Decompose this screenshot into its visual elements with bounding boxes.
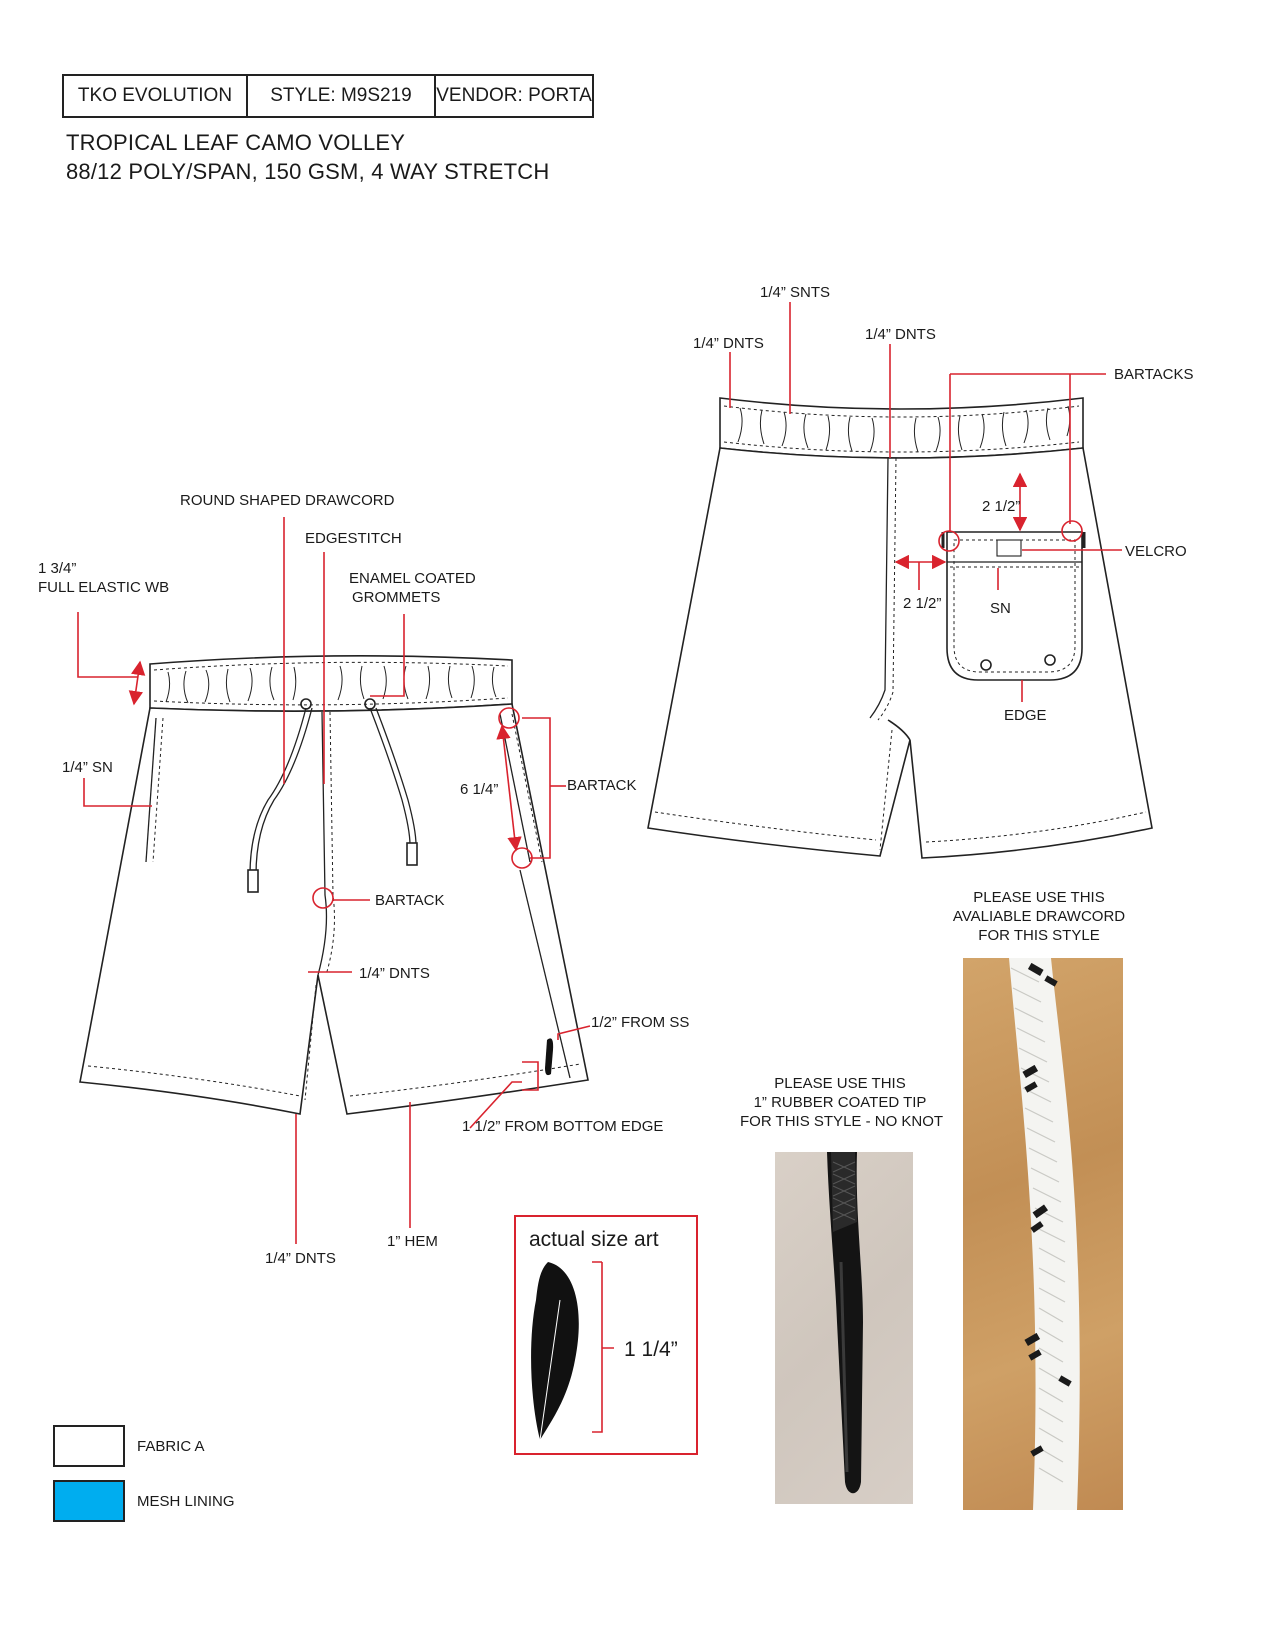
- label-from-bottom: 1 1/2” FROM BOTTOM EDGE: [462, 1118, 664, 1135]
- art-heading: actual size art: [529, 1228, 659, 1251]
- note-tip-1: PLEASE USE THIS: [774, 1075, 906, 1092]
- label-wb-1: 1 3/4”: [38, 560, 77, 577]
- label-sn: 1/4” SN: [62, 759, 113, 776]
- legend-swatch-fabric-a: [53, 1425, 125, 1467]
- label-snts: 1/4” SNTS: [760, 284, 831, 301]
- label-vert-dim: 2 1/2”: [982, 498, 1021, 515]
- note-drawcord-3: FOR THIS STYLE: [978, 927, 1100, 944]
- label-hem: 1” HEM: [387, 1233, 438, 1250]
- note-tip-3: FOR THIS STYLE - NO KNOT: [740, 1113, 944, 1130]
- label-bartack-fly: BARTACK: [375, 892, 445, 909]
- label-bartacks: BARTACKS: [1114, 366, 1194, 383]
- legend-label-fabric-a: FABRIC A: [137, 1438, 205, 1455]
- label-dnts-fly: 1/4” DNTS: [359, 965, 430, 982]
- note-drawcord-1: PLEASE USE THIS: [973, 889, 1105, 906]
- legend-label-mesh-lining: MESH LINING: [137, 1493, 235, 1510]
- label-from-ss: 1/2” FROM SS: [591, 1014, 690, 1031]
- drawcord-photo: [963, 958, 1123, 1510]
- note-tip-2: 1” RUBBER COATED TIP: [753, 1094, 927, 1111]
- tip-photo: [775, 1152, 913, 1504]
- vendor-cell: VENDOR: PORTA: [436, 85, 592, 106]
- label-velcro: VELCRO: [1125, 543, 1187, 560]
- label-pocket-length: 6 1/4”: [460, 781, 499, 798]
- back-shorts: [648, 398, 1152, 858]
- title-line-1: TROPICAL LEAF CAMO VOLLEY: [66, 130, 406, 155]
- note-drawcord-2: AVALIABLE DRAWCORD: [952, 908, 1126, 925]
- label-dnts-left: 1/4” DNTS: [693, 335, 764, 352]
- label-back-sn: SN: [990, 600, 1011, 617]
- label-wb-2: FULL ELASTIC WB: [38, 579, 170, 596]
- title-line-2: 88/12 POLY/SPAN, 150 GSM, 4 WAY STRETCH: [66, 159, 550, 184]
- style-cell: STYLE: M9S219: [248, 76, 436, 116]
- label-horiz-dim: 2 1/2”: [903, 595, 942, 612]
- front-shorts: [80, 656, 588, 1114]
- legend-swatch-mesh-lining: [53, 1480, 125, 1522]
- label-dnts-center: 1/4” DNTS: [865, 326, 936, 343]
- label-dnts-inseam: 1/4” DNTS: [265, 1250, 336, 1267]
- label-edgestitch: EDGESTITCH: [305, 530, 402, 547]
- brand-cell: TKO EVOLUTION: [64, 76, 248, 116]
- label-grommets-2: GROMMETS: [352, 589, 441, 606]
- label-bartack-side: BARTACK: [567, 777, 637, 794]
- label-grommets-1: ENAMEL COATED: [349, 570, 476, 587]
- label-drawcord: ROUND SHAPED DRAWCORD: [180, 492, 395, 509]
- feather-icon: [531, 1262, 579, 1440]
- art-size: 1 1/4”: [624, 1338, 678, 1361]
- label-edge: EDGE: [1004, 707, 1047, 724]
